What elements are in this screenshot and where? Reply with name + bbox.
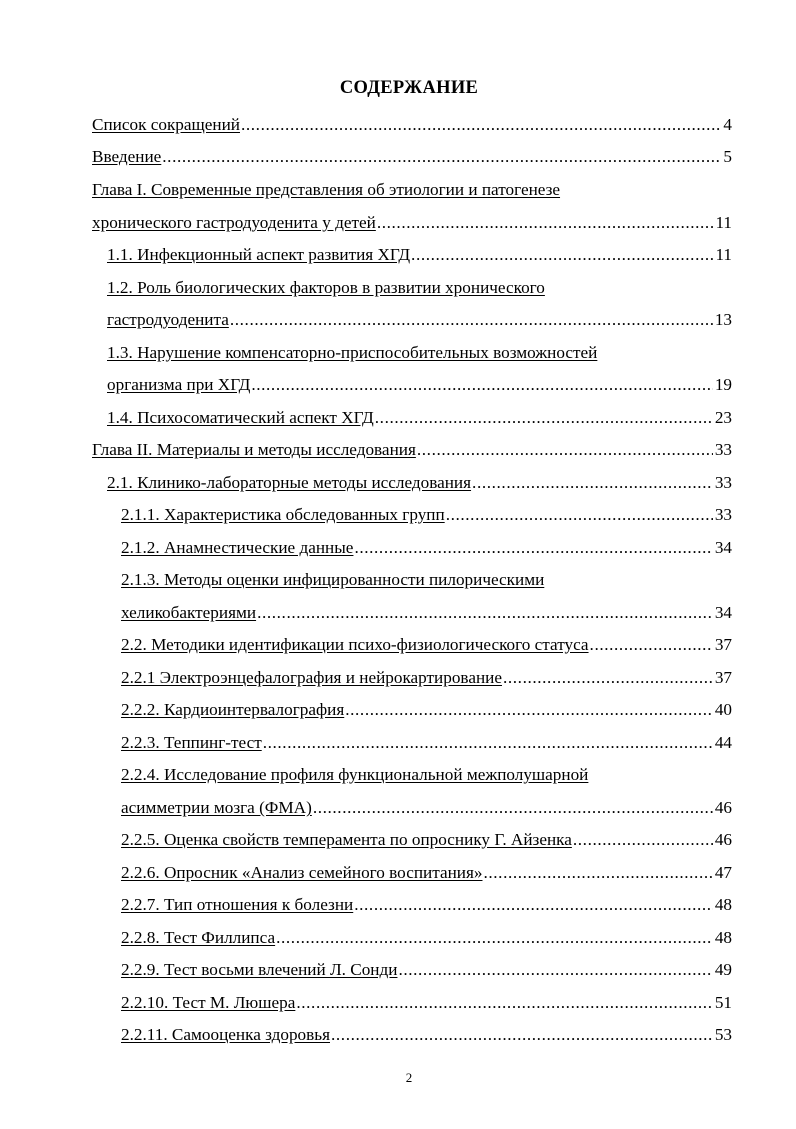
toc-leader-dots — [257, 601, 713, 625]
toc-leader-dots — [251, 373, 712, 397]
toc-leader-dots — [446, 503, 713, 527]
toc-entry-2-2-8[interactable] — [121, 926, 732, 950]
toc-entry-2-2-4-line1[interactable]: 2.2.4. Исследование профиля функциональной межполушарной — [121, 765, 589, 784]
toc-entry-introduction[interactable] — [92, 145, 732, 169]
toc-leader-dots — [411, 243, 713, 267]
toc-entry-page: 33 — [714, 473, 732, 492]
toc-entry-text: 2.2.6. Опросник «Анализ семейного воспитания» — [121, 863, 483, 882]
toc-leader-dots — [375, 406, 713, 430]
toc-entry-text: Глава II. Материалы и методы исследования — [92, 440, 416, 459]
toc-entry-2-2-7[interactable] — [121, 893, 732, 917]
toc-entry-2-2-4[interactable] — [121, 796, 732, 820]
toc-entry-page: 19 — [714, 375, 732, 394]
toc-entry-text: хронического гастродуоденита у детей — [92, 213, 376, 232]
toc-entry-1-1[interactable] — [107, 243, 732, 267]
toc-entry-text: гастродуоденита — [107, 310, 229, 329]
toc-leader-dots — [472, 471, 713, 495]
toc-entry-page: 49 — [714, 960, 732, 979]
page-number: 2 — [405, 1070, 413, 1085]
toc-entry-text: Список сокращений — [92, 115, 240, 134]
toc-entry-2-2-1[interactable] — [121, 666, 732, 690]
toc-entry-text: 2.2.9. Тест восьми влечений Л. Сонди — [121, 960, 398, 979]
toc-leader-dots — [417, 438, 713, 462]
toc-entry-chapter-1-line1[interactable]: Глава I. Современные представления об этиологии и патогенезе — [92, 180, 561, 199]
toc-entry-2-2-10[interactable] — [121, 991, 732, 1015]
toc-entry-2-1-3-line1[interactable]: 2.1.3. Методы оценки инфицированности пилорическими — [121, 570, 545, 589]
toc-leader-dots — [590, 633, 713, 657]
toc-entry-page: 46 — [714, 798, 732, 817]
toc-entry-text: асимметрии мозга (ФМА) — [121, 798, 312, 817]
page-title: СОДЕРЖАНИЕ — [339, 78, 479, 98]
toc-entry-text: 2.2.10. Тест М. Люшера — [121, 993, 296, 1012]
toc-entry-page: 11 — [715, 245, 732, 264]
toc-entry-page: 34 — [714, 603, 732, 622]
toc-entry-page: 4 — [723, 115, 732, 134]
toc-entry-text: 2.2.5. Оценка свойств темперамента по опроснику Г. Айзенка — [121, 830, 572, 849]
toc-entry-page: 44 — [714, 733, 732, 752]
toc-entry-2-2-9[interactable] — [121, 958, 732, 982]
toc-entry-page: 23 — [714, 408, 732, 427]
toc-leader-dots — [503, 666, 713, 690]
toc-leader-dots — [354, 893, 713, 917]
toc-entry-page: 46 — [714, 830, 732, 849]
toc-entry-abbreviations[interactable] — [92, 113, 732, 137]
toc-entry-text: 2.2.11. Самооценка здоровья — [121, 1025, 330, 1044]
toc-entry-page: 5 — [723, 147, 732, 166]
toc-leader-dots — [230, 308, 713, 332]
toc-entry-page: 51 — [714, 993, 732, 1012]
toc-entry-page: 13 — [714, 310, 732, 329]
toc-entry-2-2-11[interactable] — [121, 1023, 732, 1047]
toc-entry-2-1-3[interactable] — [121, 601, 732, 625]
toc-entry-1-4[interactable] — [107, 406, 732, 430]
toc-entry-1-3[interactable] — [107, 373, 732, 397]
toc-entry-chapter-2[interactable] — [92, 438, 732, 462]
toc-entry-2-2[interactable] — [121, 633, 732, 657]
toc-entry-text: 1.4. Психосоматический аспект ХГД — [107, 408, 374, 427]
toc-entry-page: 11 — [715, 213, 732, 232]
toc-leader-dots — [313, 796, 713, 820]
toc-entry-1-3-line1[interactable]: 1.3. Нарушение компенсаторно-приспособительных возможностей — [107, 343, 598, 362]
toc-leader-dots — [377, 211, 714, 235]
toc-entry-text: 2.2.7. Тип отношения к болезни — [121, 895, 354, 914]
toc-leader-dots — [331, 1023, 713, 1047]
toc-entry-2-1[interactable] — [107, 471, 732, 495]
toc-leader-dots — [345, 698, 713, 722]
toc-entry-text: 1.1. Инфекционный аспект развития ХГД — [107, 245, 411, 264]
toc-leader-dots — [573, 828, 713, 852]
toc-entry-text: 2.2.8. Тест Филлипса — [121, 928, 276, 947]
toc-leader-dots — [296, 991, 712, 1015]
toc-entry-text: 2.1.2. Анамнестические данные — [121, 538, 354, 557]
toc-entry-page: 48 — [714, 895, 732, 914]
toc-entry-2-2-3[interactable] — [121, 731, 732, 755]
toc-entry-text: хеликобактериями — [121, 603, 257, 622]
toc-leader-dots — [276, 926, 713, 950]
toc-entry-page: 40 — [714, 700, 732, 719]
toc-leader-dots — [162, 145, 721, 169]
toc-entry-2-2-6[interactable] — [121, 861, 732, 885]
toc-entry-page: 33 — [714, 440, 732, 459]
toc-leader-dots — [483, 861, 712, 885]
toc-entry-1-2-line1[interactable]: 1.2. Роль биологических факторов в развитии хронического — [107, 278, 545, 297]
toc-leader-dots — [263, 731, 713, 755]
toc-entry-text: 2.2.3. Теппинг-тест — [121, 733, 262, 752]
toc-entry-2-1-2[interactable] — [121, 536, 732, 560]
toc-entry-text: Введение — [92, 147, 162, 166]
toc-entry-page: 37 — [714, 635, 732, 654]
toc-entry-page: 48 — [714, 928, 732, 947]
toc-leader-dots — [241, 113, 721, 137]
toc-entry-text: 2.2.2. Кардиоинтервалография — [121, 700, 345, 719]
toc-leader-dots — [354, 536, 712, 560]
toc-entry-2-1-1[interactable] — [121, 503, 732, 527]
toc-entry-page: 53 — [714, 1025, 732, 1044]
toc-entry-text: организма при ХГД — [107, 375, 251, 394]
toc-entry-page: 34 — [714, 538, 732, 557]
toc-entry-text: 2.1.1. Характеристика обследованных групп — [121, 505, 445, 524]
toc-entry-text: 2.2. Методики идентификации психо-физиологического статуса — [121, 635, 589, 654]
toc-entry-page: 37 — [714, 668, 732, 687]
toc-entry-page: 47 — [714, 863, 732, 882]
toc-entry-2-2-5[interactable] — [121, 828, 732, 852]
toc-entry-text: 2.2.1 Электроэнцефалография и нейрокартирование — [121, 668, 502, 687]
toc-entry-text: 2.1. Клинико-лабораторные методы исследования — [107, 473, 472, 492]
toc-entry-2-2-2[interactable] — [121, 698, 732, 722]
toc-entry-1-2[interactable] — [107, 308, 732, 332]
toc-entry-page: 33 — [714, 505, 732, 524]
toc-leader-dots — [398, 958, 712, 982]
toc-entry-chapter-1[interactable] — [92, 211, 732, 235]
